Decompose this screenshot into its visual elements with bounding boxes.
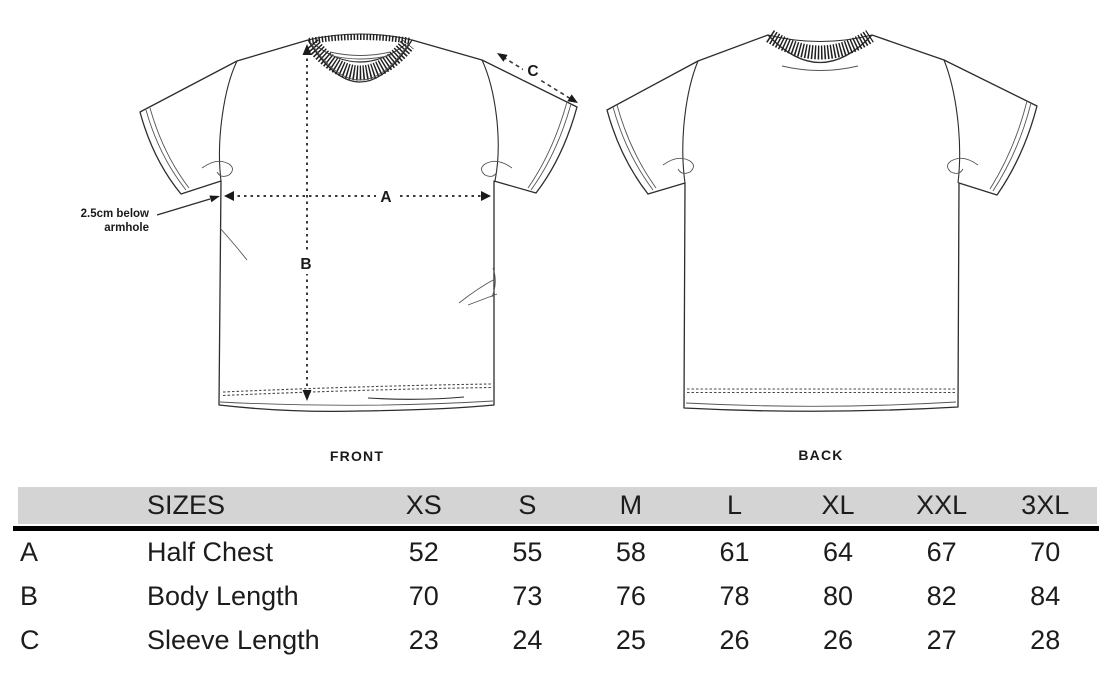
size-value: 26 bbox=[719, 624, 750, 655]
measure-label-b: B bbox=[300, 256, 312, 273]
size-value: 26 bbox=[823, 624, 854, 655]
size-col-header-m: M bbox=[619, 490, 643, 520]
table-row-body-length bbox=[18, 574, 1097, 618]
arrowhead-upper bbox=[497, 53, 508, 62]
size-value: 82 bbox=[926, 580, 957, 611]
size-value: 67 bbox=[926, 536, 957, 567]
size-value: 24 bbox=[512, 624, 543, 655]
measure-label-c: C bbox=[527, 63, 539, 80]
front-shirt-drawing bbox=[140, 34, 577, 411]
measure-name: Half Chest bbox=[147, 536, 274, 567]
table-row-half-chest bbox=[18, 530, 1097, 574]
measure-label-a: A bbox=[380, 189, 392, 206]
armhole-note-line1: 2.5cm below bbox=[80, 208, 149, 220]
back-shirt-drawing bbox=[607, 35, 1037, 411]
table-row-sleeve-length bbox=[18, 618, 1097, 662]
size-col-header-l: L bbox=[726, 490, 742, 520]
size-value: 52 bbox=[408, 536, 439, 567]
size-value: 80 bbox=[823, 580, 854, 611]
size-table-header-row bbox=[18, 487, 1097, 524]
size-col-header-xs: XS bbox=[405, 490, 442, 520]
size-value: 78 bbox=[719, 580, 750, 611]
arrowhead-note bbox=[209, 196, 220, 203]
size-col-header-xxl: XXL bbox=[916, 490, 968, 520]
size-table-body bbox=[18, 530, 1097, 662]
armhole-note bbox=[81, 196, 220, 235]
measure-name: Body Length bbox=[147, 580, 299, 611]
sizes-header-label: SIZES bbox=[147, 490, 226, 520]
size-col-header-3xl: 3XL bbox=[1021, 490, 1070, 520]
size-col-header-s: S bbox=[518, 490, 537, 520]
measure-letter: C bbox=[20, 624, 40, 655]
size-value: 58 bbox=[615, 536, 646, 567]
size-value: 23 bbox=[408, 624, 439, 655]
table-header-rule bbox=[13, 526, 1099, 531]
measure-letter: A bbox=[20, 536, 39, 567]
size-value: 73 bbox=[512, 580, 543, 611]
size-value: 28 bbox=[1030, 624, 1061, 655]
size-value: 76 bbox=[615, 580, 646, 611]
size-value: 64 bbox=[823, 536, 854, 567]
size-value: 70 bbox=[1030, 536, 1061, 567]
size-col-header-xl: XL bbox=[821, 490, 855, 520]
arrowhead-lower bbox=[567, 94, 578, 103]
size-value: 27 bbox=[926, 624, 957, 655]
size-value: 55 bbox=[512, 536, 543, 567]
measure-letter: B bbox=[20, 580, 39, 611]
measure-name: Sleeve Length bbox=[147, 624, 320, 655]
size-value: 70 bbox=[408, 580, 439, 611]
size-table bbox=[18, 487, 1097, 662]
size-value: 61 bbox=[719, 536, 750, 567]
size-value: 84 bbox=[1030, 580, 1061, 611]
front-caption: FRONT bbox=[329, 448, 385, 464]
back-caption: BACK bbox=[798, 447, 844, 463]
armhole-note-line2: armhole bbox=[104, 222, 149, 234]
size-value: 25 bbox=[615, 624, 646, 655]
